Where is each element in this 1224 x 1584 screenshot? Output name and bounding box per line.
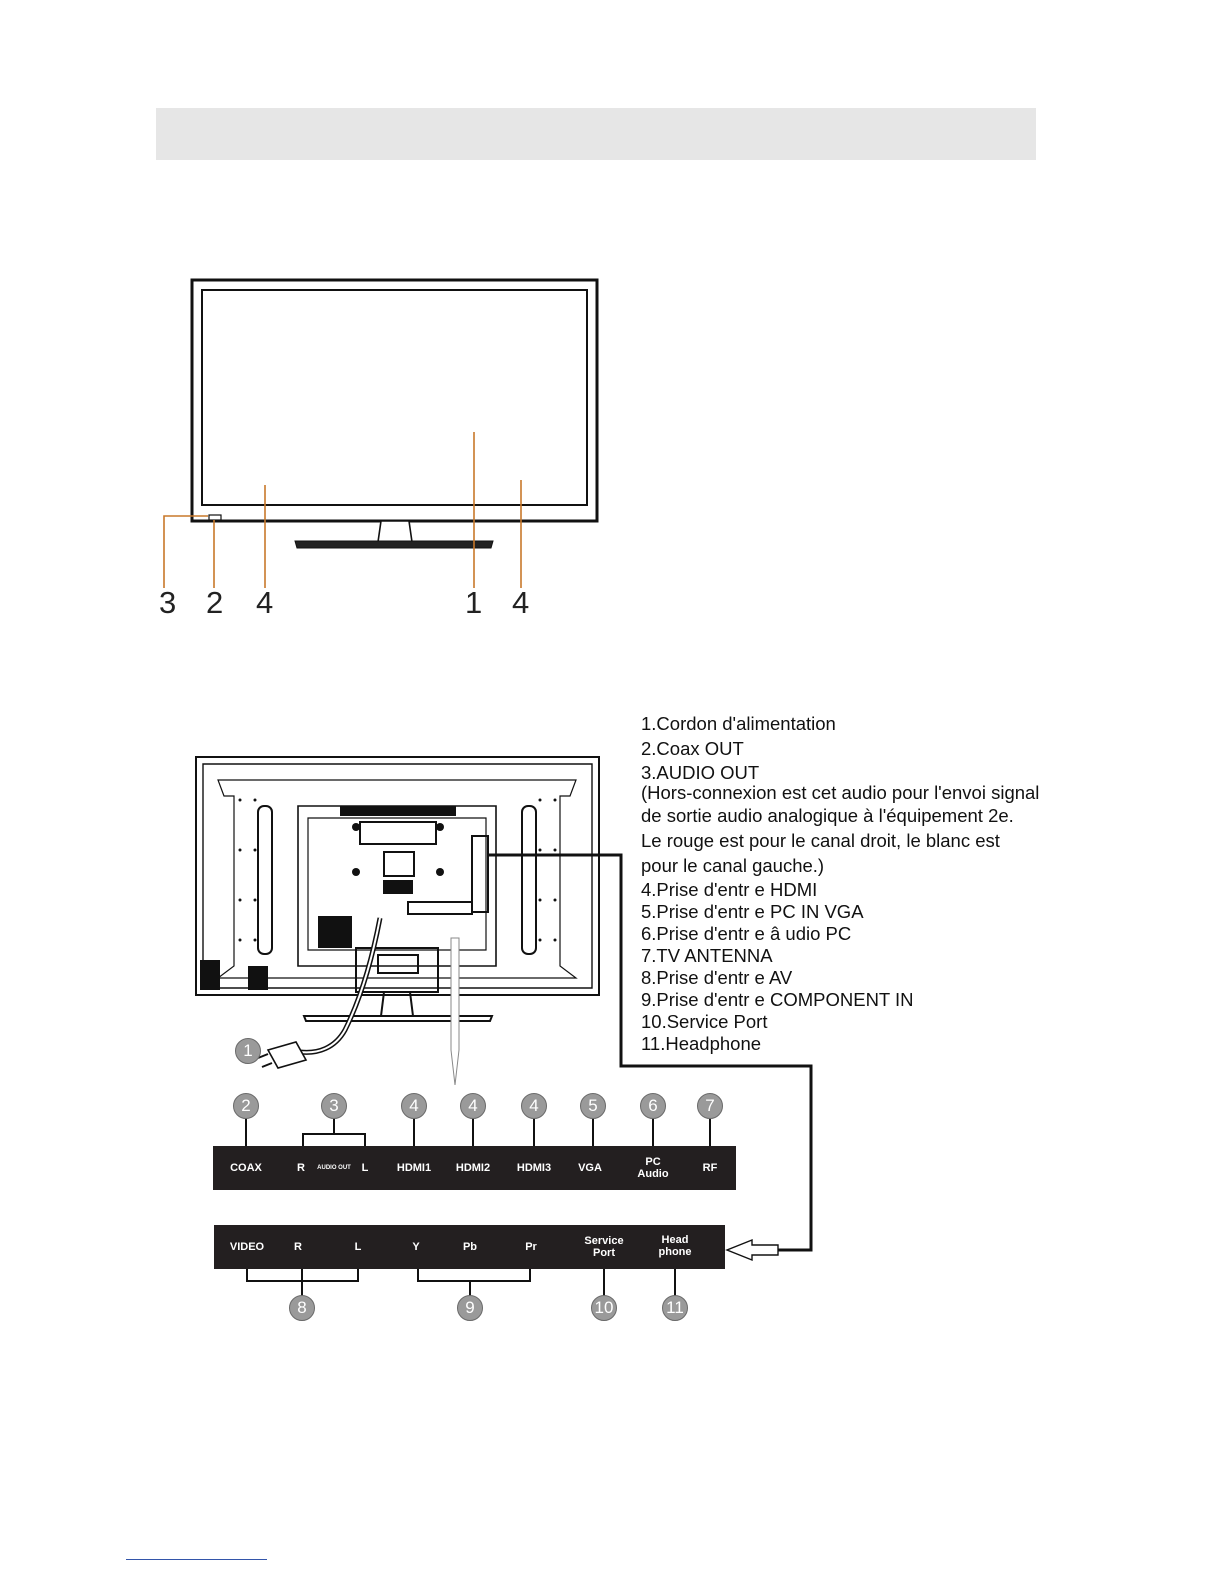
badge-coax: 2	[233, 1093, 259, 1119]
legend-item: (Hors-connexion est cet audio pour l'envoi signal	[641, 782, 1040, 803]
legend-item: 1.Cordon d'alimentation	[641, 713, 836, 734]
badge-hdmi1: 4	[401, 1093, 427, 1119]
badge-component: 9	[457, 1295, 483, 1321]
badge-power-cord: 1	[235, 1038, 261, 1064]
badge-vga: 5	[580, 1093, 606, 1119]
badge-av: 8	[289, 1295, 315, 1321]
legend-item: Le rouge est pour le canal droit, le blanc est	[641, 830, 1000, 851]
legend-item: 2.Coax OUT	[641, 737, 744, 759]
port-video: VIDEO	[229, 1241, 265, 1253]
badge-rf: 7	[697, 1093, 723, 1119]
port-rf: RF	[702, 1162, 718, 1174]
legend-item: 11.Headphone	[641, 1033, 762, 1054]
front-callout-2: 2	[206, 585, 224, 620]
badge-hdmi3: 4	[521, 1093, 547, 1119]
front-callout-4-left: 4	[256, 585, 274, 620]
legend-item: 6.Prise d'entr e â udio PC	[641, 923, 852, 944]
legend-item: 8.Prise d'entr e AV	[641, 967, 793, 988]
legend-item: 10.Service Port	[641, 1011, 768, 1032]
port-hdmi2: HDMI2	[455, 1162, 491, 1174]
front-callout-3: 3	[159, 585, 177, 620]
port-av-l: L	[354, 1241, 362, 1253]
port-audio-out-l: L	[361, 1162, 369, 1174]
legend-item: 3.AUDIO OUT	[641, 762, 760, 783]
port-component-y: Y	[412, 1241, 420, 1253]
front-callout-1: 1	[465, 585, 483, 620]
port-hdmi1: HDMI1	[396, 1162, 432, 1174]
port-service: Service Port	[584, 1235, 624, 1259]
badge-pc-audio: 6	[640, 1093, 666, 1119]
badge-headphone: 11	[662, 1295, 688, 1321]
badge-service: 10	[591, 1295, 617, 1321]
legend-item: pour le canal gauche.)	[641, 855, 825, 876]
port-vga: VGA	[578, 1162, 602, 1174]
port-audio-out-r: R	[297, 1162, 305, 1174]
port-headphone: Head phone	[658, 1234, 692, 1258]
legend-item: 7.TV ANTENNA	[641, 945, 773, 966]
legend-item: 4.Prise d'entr e HDMI	[641, 879, 818, 900]
legend-item: 5.Prise d'entr e PC IN VGA	[641, 901, 864, 922]
legend-item: 9.Prise d'entr e COMPONENT IN	[641, 989, 914, 1010]
port-component-pr: Pr	[525, 1241, 537, 1253]
front-callout-4-right: 4	[512, 585, 530, 620]
port-av-r: R	[294, 1241, 302, 1253]
badge-audio-out: 3	[321, 1093, 347, 1119]
port-hdmi3: HDMI3	[516, 1162, 552, 1174]
port-component-pb: Pb	[462, 1241, 478, 1253]
footer-rule	[126, 1559, 267, 1560]
port-audio-out-label: AUDIO OUT	[317, 1165, 351, 1171]
port-pc-audio: PC Audio	[637, 1156, 669, 1180]
legend-item: de sortie audio analogique à l'équipement 2e.	[641, 805, 1014, 826]
badge-hdmi2: 4	[460, 1093, 486, 1119]
port-coax: COAX	[230, 1162, 262, 1174]
